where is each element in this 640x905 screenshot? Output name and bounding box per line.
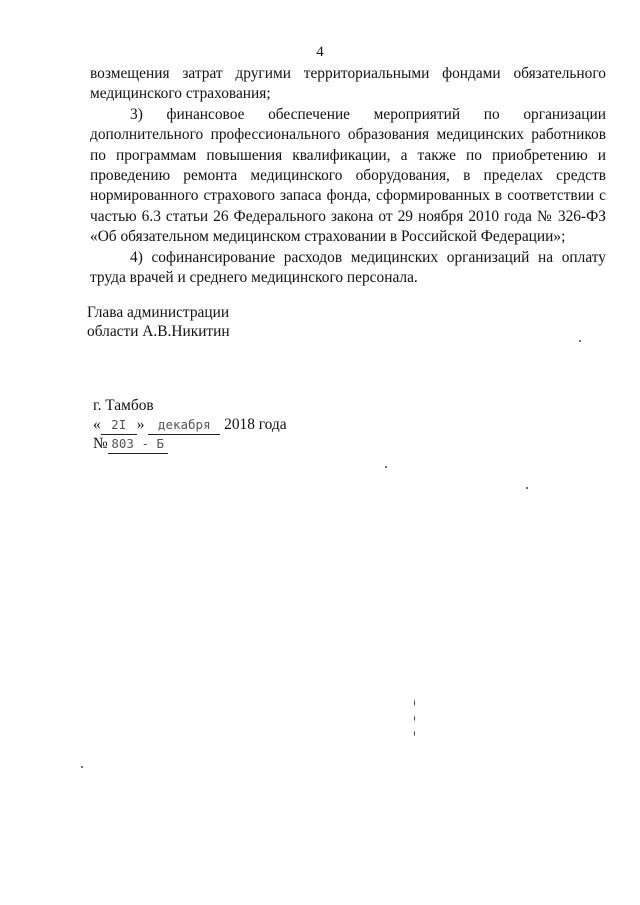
scan-speck bbox=[385, 466, 387, 468]
paragraph-item-3: 3) финансовое обеспечение мероприятий по организации дополнительного профессионального образования медицинских работников по программам повышения квалификации, а также по приобретению и проведению ремонта медицинского оборудования, в пределах средств нормированного страхового запаса фонда, сформированных в соответствии с частью 6.3 статьи 26 Федерального закона от 29 ноября 2010 года № 326-ФЗ «Об обязательном медицинском страховании в Российской Федерации»; bbox=[90, 105, 606, 246]
scan-speck bbox=[579, 340, 581, 342]
place-of-signing: г. Тамбов bbox=[93, 397, 154, 414]
number-value: 803 - Б bbox=[108, 434, 168, 454]
signature-name: области А.В.Никитин bbox=[87, 323, 230, 340]
date-open-quote: « bbox=[93, 416, 101, 433]
signature-title: Глава администрации bbox=[87, 304, 230, 321]
paragraph-item-4: 4) софинансирование расходов медицинских организаций на оплату труда врачей и среднего медицинского персонала. bbox=[90, 248, 606, 287]
paragraph-continuation: возмещения затрат другими территориальными фондами обязательного медицинского страхования; bbox=[90, 65, 606, 103]
scan-speck bbox=[81, 766, 83, 768]
date-month: декабря bbox=[148, 415, 220, 435]
document-number bbox=[93, 434, 168, 454]
number-prefix: № bbox=[93, 435, 108, 452]
signature-block bbox=[87, 303, 230, 341]
date-day: 2I bbox=[101, 415, 137, 435]
scan-speck bbox=[414, 731, 415, 736]
scan-speck bbox=[414, 700, 415, 706]
page-number: 4 bbox=[316, 44, 324, 60]
date-close-quote: » bbox=[136, 416, 145, 433]
scan-speck bbox=[526, 487, 528, 489]
document-body bbox=[90, 64, 606, 288]
date-year: 2018 года bbox=[224, 416, 287, 433]
signing-date bbox=[93, 415, 287, 435]
scan-speck bbox=[414, 716, 415, 721]
